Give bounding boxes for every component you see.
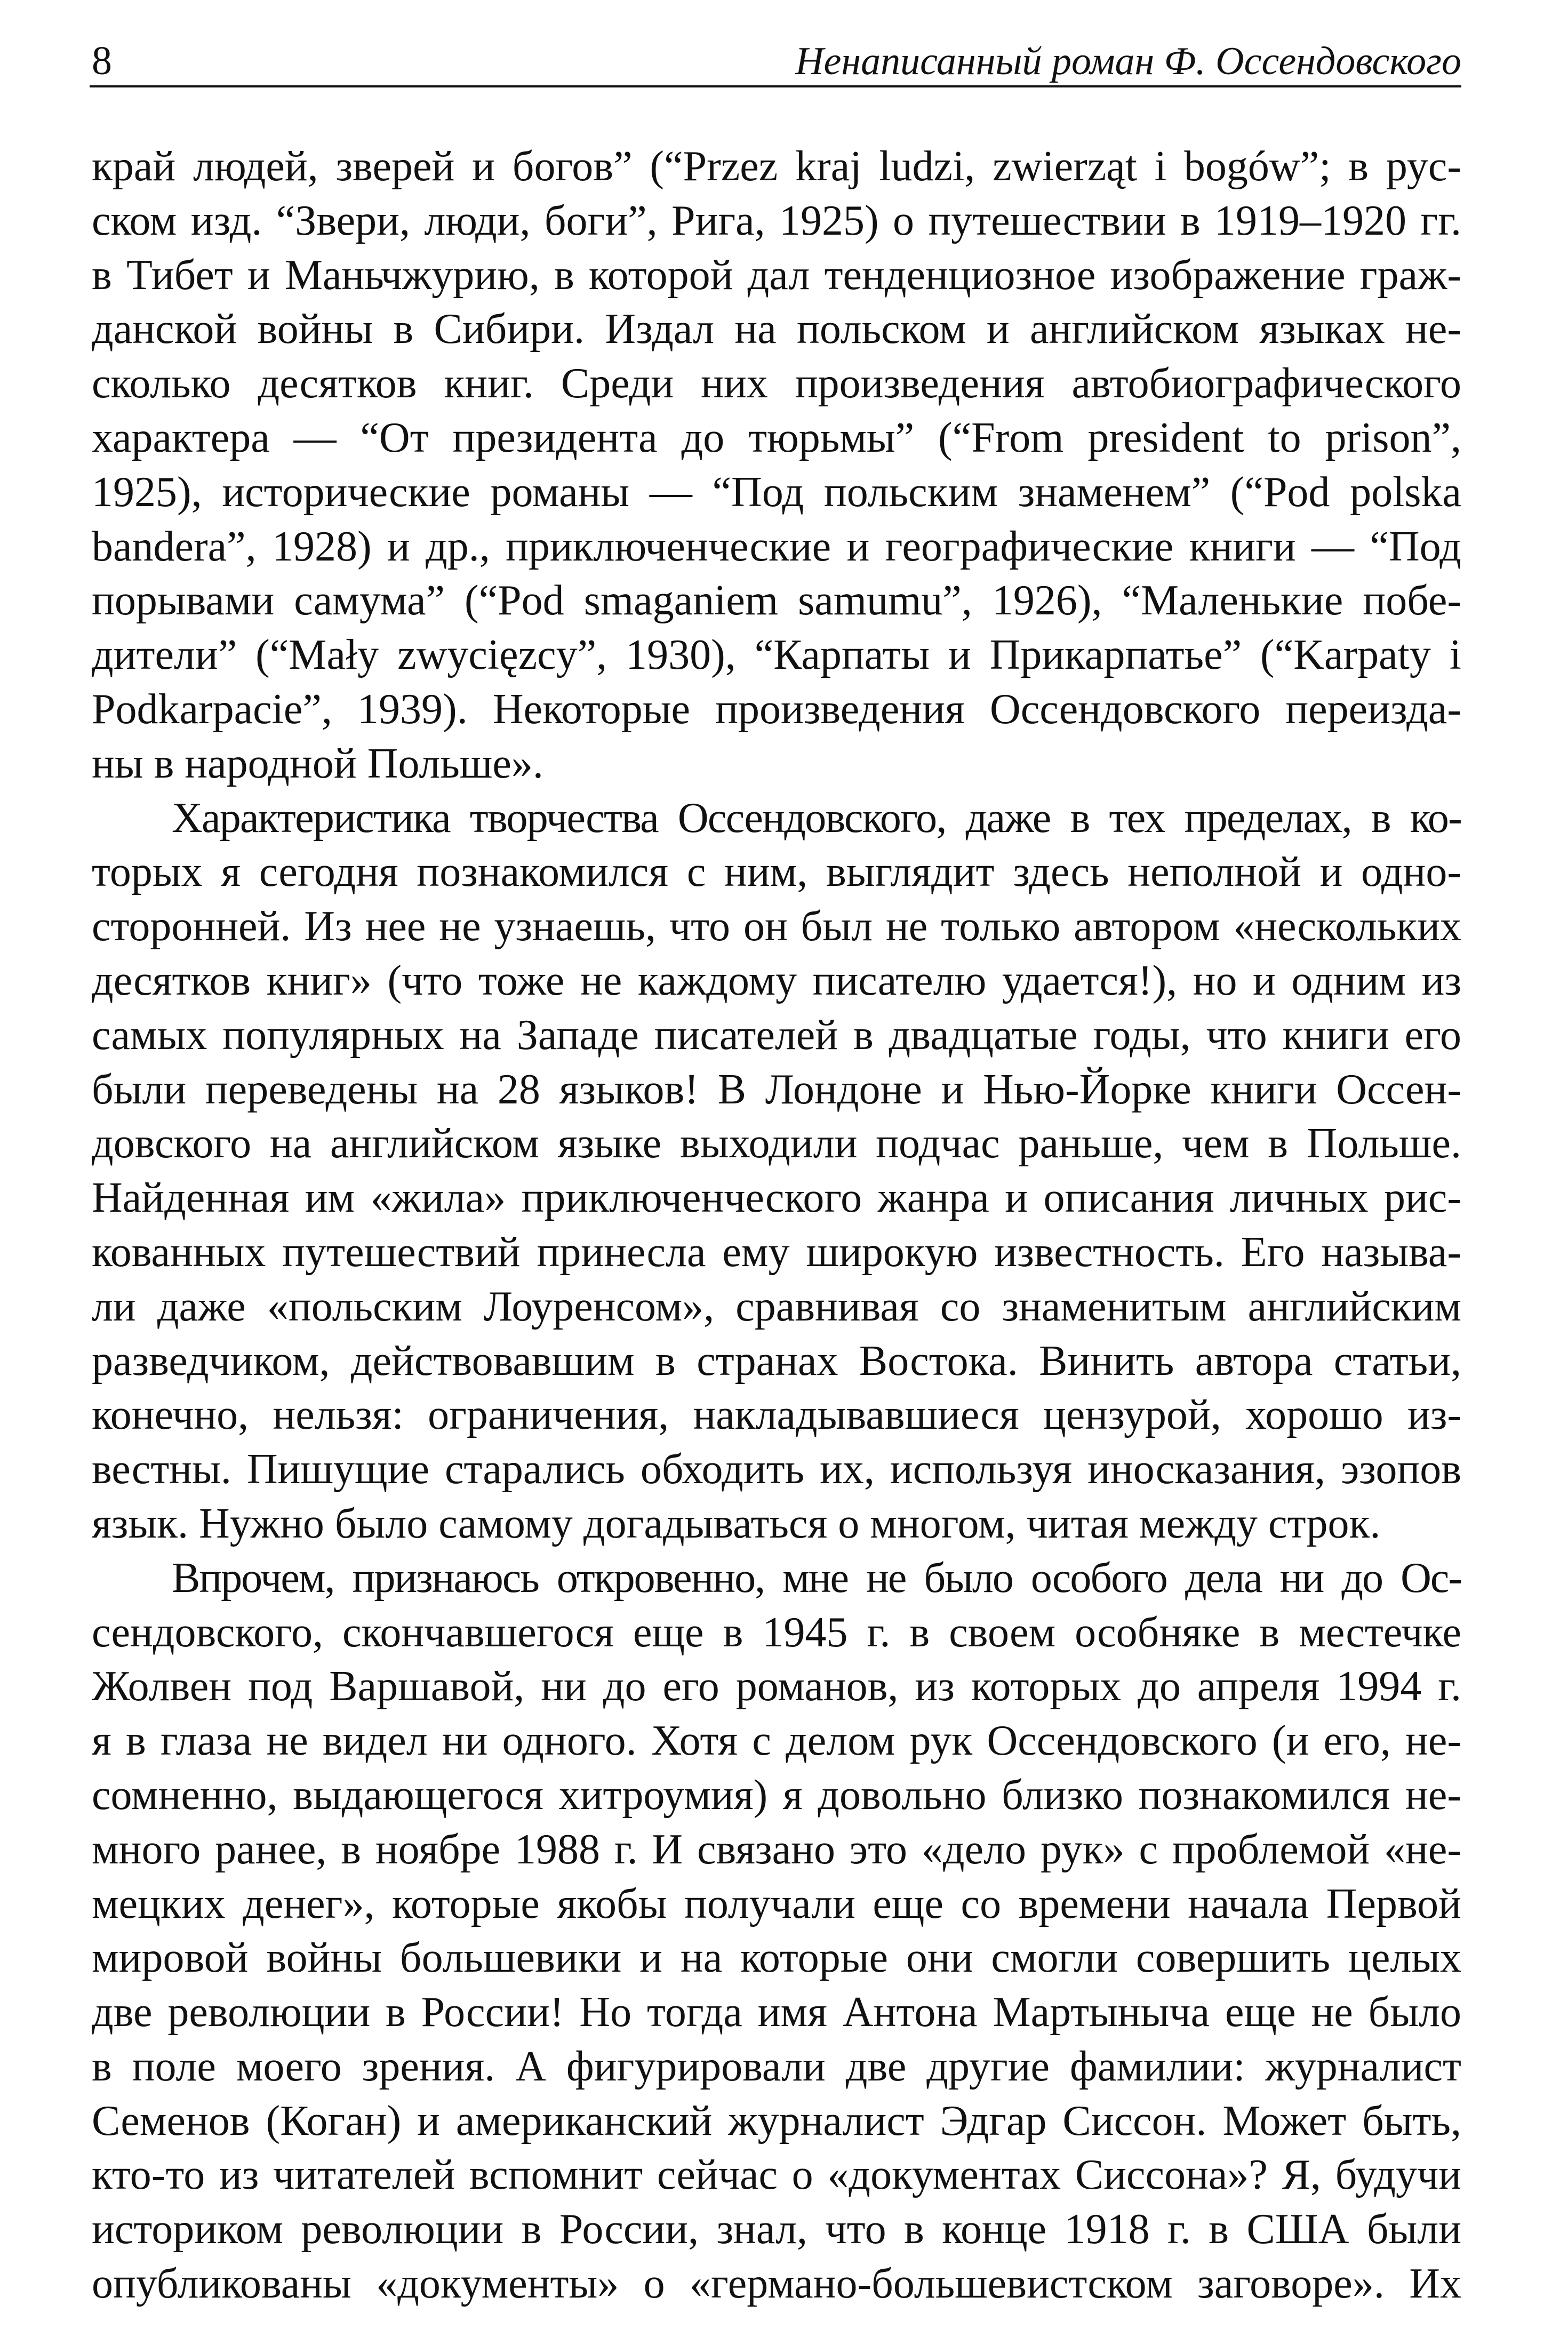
text-line: язык. Нужно было самому догадываться о многом, читая между строк. bbox=[92, 1500, 1381, 1547]
text-line: Найденная им «жила» приключенческого жанра и описания личных рис- bbox=[92, 1174, 1461, 1222]
page-number: 8 bbox=[92, 38, 112, 83]
text-line: дители” (“Mały zwycięzcy”, 1930), “Карпаты и Прикарпатье” (“Karpaty i bbox=[92, 631, 1461, 679]
text-line: Характеристика творчества Оссендовского, даже в тех пределах, в ко- bbox=[172, 794, 1461, 842]
text-line: кто-то из читателей вспомнит сейчас о «документах Сиссона»? Я, будучи bbox=[92, 2151, 1461, 2199]
paragraph-2 bbox=[92, 791, 1461, 1551]
body-text bbox=[92, 140, 1461, 2311]
text-line: две революции в России! Но тогда имя Антона Мартыныча еще не было bbox=[92, 1989, 1461, 2036]
text-line: разведчиком, действовавшим в странах Востока. Винить автора статьи, bbox=[92, 1337, 1461, 1384]
text-line: вестны. Пишущие старались обходить их, используя иносказания, эзопов bbox=[92, 1446, 1461, 1493]
text-line: Podkarpacie”, 1939). Некоторые произведения Оссендовского переизда- bbox=[92, 685, 1461, 733]
text-line: в Тибет и Маньчжурию, в которой дал тенденциозное изображение граж- bbox=[92, 251, 1461, 299]
text-line: Впрочем, признаюсь откровенно, мне не было особого дела ни до Ос- bbox=[172, 1554, 1461, 1602]
text-line: сколько десятков книг. Среди них произведения автобиографического bbox=[92, 360, 1461, 407]
text-line: данской войны в Сибири. Издал на польском и английском языках не- bbox=[92, 306, 1461, 353]
running-title: Ненаписанный роман Ф. Оссендовского bbox=[795, 39, 1461, 83]
page-header bbox=[90, 29, 1461, 87]
text-line: мецких денег», которые якобы получали еще со времени начала Первой bbox=[92, 1880, 1461, 1927]
text-line: мировой войны большевики и на которые они смогли совершить целых bbox=[92, 1934, 1461, 1982]
text-line: историком революции в России, знал, что в конце 1918 г. в США были bbox=[92, 2206, 1461, 2253]
text-line: характера — “От президента до тюрьмы” (“From president to prison”, bbox=[92, 414, 1461, 461]
text-line: bandera”, 1928) и др., приключенческие и географические книги — “Под bbox=[92, 523, 1461, 570]
text-line: торых я сегодня познакомился с ним, выглядит здесь неполной и одно- bbox=[92, 849, 1461, 896]
text-line: кованных путешествий принесла ему широкую известность. Его называ- bbox=[92, 1228, 1461, 1276]
text-line: конечно, нельзя: ограничения, накладывавшиеся цензурой, хорошо из- bbox=[92, 1391, 1461, 1439]
text-line: в поле моего зрения. А фигурировали две другие фамилии: журналист bbox=[92, 2043, 1461, 2090]
text-line: 1925), исторические романы — “Под польским знаменем” (“Pod polska bbox=[92, 468, 1461, 516]
text-line: порывами самума” (“Pod smaganiem samumu”, 1926), “Маленькие побе- bbox=[92, 577, 1461, 625]
text-line: десятков книг» (что тоже не каждому писателю удается!), но и одним из bbox=[92, 957, 1461, 1004]
text-line: ли даже «польским Лоуренсом», сравнивая со знаменитым английским bbox=[92, 1283, 1461, 1330]
text-line: опубликованы «документы» о «германо-большевистском заговоре». Их bbox=[92, 2260, 1461, 2308]
text-line: край людей, зверей и богов” (“Przez kraj ludzi, zwierząt i bogów”; в рус- bbox=[92, 143, 1461, 190]
text-line: Семенов (Коган) и американский журналист Эдгар Сиссон. Может быть, bbox=[92, 2097, 1461, 2144]
text-line: Жолвен под Варшавой, ни до его романов, из которых до апреля 1994 г. bbox=[92, 1663, 1461, 1710]
text-line: сомненно, выдающегося хитроумия) я довольно близко познакомился не- bbox=[92, 1771, 1461, 1819]
text-line: самых популярных на Западе писателей в двадцатые годы, что книги его bbox=[92, 1011, 1461, 1059]
paragraph-1 bbox=[92, 140, 1461, 791]
text-line: много ранее, в ноябре 1988 г. И связано это «дело рук» с проблемой «не- bbox=[92, 1826, 1461, 1873]
text-line: я в глаза не видел ни одного. Хотя с делом рук Оссендовского (и его, не- bbox=[92, 1717, 1461, 1765]
text-line: сендовского, скончавшегося еще в 1945 г. в своем особняке в местечке bbox=[92, 1608, 1461, 1656]
text-line: ны в народной Польше». bbox=[92, 740, 543, 787]
text-line: были переведены на 28 языков! В Лондоне и Нью-Йорке книги Оссен- bbox=[92, 1066, 1461, 1113]
paragraph-3 bbox=[92, 1551, 1461, 2311]
text-line: ском изд. “Звери, люди, боги”, Рига, 1925) о путешествии в 1919–1920 гг. bbox=[92, 197, 1461, 244]
text-line: довского на английском языке выходили подчас раньше, чем в Польше. bbox=[92, 1120, 1461, 1167]
text-line: сторонней. Из нее не узнаешь, что он был не только автором «нескольких bbox=[92, 903, 1461, 950]
